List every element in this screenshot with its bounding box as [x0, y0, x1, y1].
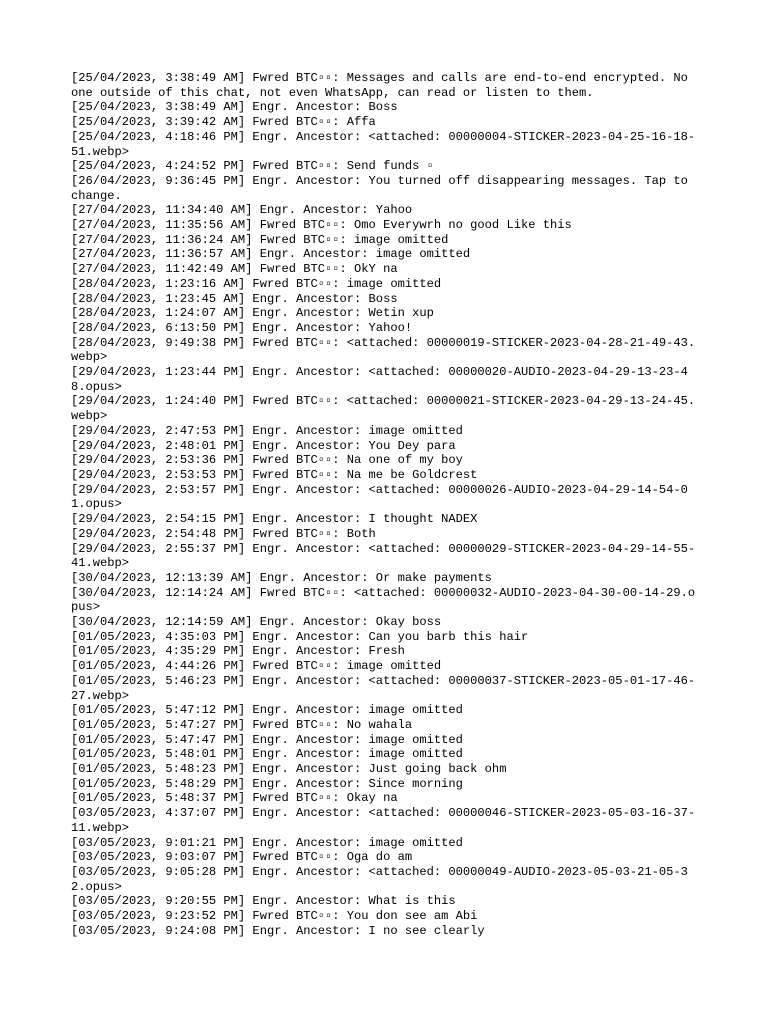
chat-message-line: [01/05/2023, 5:48:29 PM] Engr. Ancestor: Since morning: [71, 776, 463, 791]
chat-message-line: [01/05/2023, 5:48:01 PM] Engr. Ancestor: image omitted: [71, 747, 463, 762]
chat-message-line: [25/04/2023, 4:18:46 PM] Engr. Ancestor: <attached: 00000004-STICKER-2023-04-25-16-18-51.webp>: [71, 129, 696, 159]
chat-message-line: [28/04/2023, 1:23:16 AM] Fwred BTC▫▫: image omitted: [71, 276, 442, 291]
chat-message-line: [29/04/2023, 2:53:53 PM] Fwred BTC▫▫: Na me be Goldcrest: [71, 467, 478, 482]
chat-message-line: [01/05/2023, 5:47:27 PM] Fwred BTC▫▫: No wahala: [71, 717, 413, 732]
chat-message-line: [28/04/2023, 6:13:50 PM] Engr. Ancestor: Yahoo!: [71, 320, 413, 335]
chat-message-line: [25/04/2023, 4:24:52 PM] Fwred BTC▫▫: Send funds ▫: [71, 159, 434, 174]
chat-message-line: [03/05/2023, 9:03:07 PM] Fwred BTC▫▫: Oga do am: [71, 850, 413, 865]
chat-message-line: [29/04/2023, 2:53:57 PM] Engr. Ancestor: <attached: 00000026-AUDIO-2023-04-29-14-54-01.opus>: [71, 482, 688, 512]
chat-message-line: [29/04/2023, 2:54:15 PM] Engr. Ancestor: I thought NADEX: [71, 512, 478, 527]
chat-message-line: [27/04/2023, 11:36:24 AM] Fwred BTC▫▫: image omitted: [71, 232, 449, 247]
chat-message-line: [01/05/2023, 5:48:37 PM] Fwred BTC▫▫: Okay na: [71, 791, 398, 806]
chat-message-line: [01/05/2023, 4:44:26 PM] Fwred BTC▫▫: image omitted: [71, 659, 442, 674]
chat-message-line: [27/04/2023, 11:36:57 AM] Engr. Ancestor: image omitted: [71, 247, 471, 262]
chat-message-line: [29/04/2023, 2:53:36 PM] Fwred BTC▫▫: Na one of my boy: [71, 453, 463, 468]
chat-message-line: [29/04/2023, 1:24:40 PM] Fwred BTC▫▫: <attached: 00000021-STICKER-2023-04-29-13-24-45.webp>: [71, 394, 696, 424]
chat-message-line: [25/04/2023, 3:39:42 AM] Fwred BTC▫▫: Affa: [71, 115, 376, 130]
chat-message-line: [01/05/2023, 4:35:29 PM] Engr. Ancestor: Fresh: [71, 644, 405, 659]
chat-message-line: [03/05/2023, 4:37:07 PM] Engr. Ancestor: <attached: 00000046-STICKER-2023-05-03-16-37-11.webp>: [71, 806, 696, 835]
chat-message-line: [30/04/2023, 12:14:59 AM] Engr. Ancestor: Okay boss: [71, 615, 442, 630]
chat-message-line: [26/04/2023, 9:36:45 PM] Engr. Ancestor: You turned off disappearing messages. Tap to change.: [71, 173, 696, 203]
chat-message-line: [27/04/2023, 11:35:56 AM] Fwred BTC▫▫: Omo Everywrh no good Like this: [71, 218, 572, 233]
chat-message-line: [01/05/2023, 5:47:12 PM] Engr. Ancestor: image omitted: [71, 703, 463, 718]
chat-message-line: [01/05/2023, 5:47:47 PM] Engr. Ancestor: image omitted: [71, 732, 463, 747]
chat-message-line: [29/04/2023, 1:23:44 PM] Engr. Ancestor: <attached: 00000020-AUDIO-2023-04-29-13-23-48.opus>: [71, 365, 688, 394]
chat-transcript: [71, 71, 697, 938]
chat-message-line: [29/04/2023, 2:48:01 PM] Engr. Ancestor: You Dey para: [71, 438, 456, 453]
chat-message-line: [29/04/2023, 2:47:53 PM] Engr. Ancestor: image omitted: [71, 423, 463, 438]
chat-message-line: [30/04/2023, 12:14:24 AM] Fwred BTC▫▫: <attached: 00000032-AUDIO-2023-04-30-00-14-29.opus>: [71, 585, 696, 615]
chat-message-line: [01/05/2023, 5:46:23 PM] Engr. Ancestor: <attached: 00000037-STICKER-2023-05-01-17-46-27.webp>: [71, 673, 696, 703]
chat-message-line: [25/04/2023, 3:38:49 AM] Engr. Ancestor: Boss: [71, 100, 398, 115]
chat-message-line: [29/04/2023, 2:54:48 PM] Fwred BTC▫▫: Both: [71, 526, 376, 541]
chat-message-line: [03/05/2023, 9:01:21 PM] Engr. Ancestor: image omitted: [71, 835, 463, 850]
chat-message-line: [01/05/2023, 5:48:23 PM] Engr. Ancestor: Just going back ohm: [71, 762, 507, 777]
chat-message-line: [29/04/2023, 2:55:37 PM] Engr. Ancestor: <attached: 00000029-STICKER-2023-04-29-14-55-41.webp>: [71, 541, 696, 571]
chat-message-line: [25/04/2023, 3:38:49 AM] Fwred BTC▫▫: Messages and calls are end-to-end encrypted. No one outside of this chat, not even WhatsApp, can read or listen to them.: [71, 71, 696, 100]
chat-message-line: [30/04/2023, 12:13:39 AM] Engr. Ancestor: Or make payments: [71, 570, 492, 585]
chat-message-line: [27/04/2023, 11:42:49 AM] Fwred BTC▫▫: OkY na: [71, 262, 398, 277]
chat-message-line: [03/05/2023, 9:24:08 PM] Engr. Ancestor: I no see clearly: [71, 923, 485, 938]
chat-message-line: [03/05/2023, 9:20:55 PM] Engr. Ancestor: What is this: [71, 894, 456, 909]
chat-message-line: [28/04/2023, 1:24:07 AM] Engr. Ancestor: Wetin xup: [71, 306, 434, 321]
chat-message-line: [28/04/2023, 1:23:45 AM] Engr. Ancestor: Boss: [71, 291, 398, 306]
chat-message-line: [03/05/2023, 9:23:52 PM] Fwred BTC▫▫: You don see am Abi: [71, 909, 478, 924]
chat-message-line: [03/05/2023, 9:05:28 PM] Engr. Ancestor: <attached: 00000049-AUDIO-2023-05-03-21-05-32.opus>: [71, 864, 688, 894]
chat-message-line: [27/04/2023, 11:34:40 AM] Engr. Ancestor: Yahoo: [71, 203, 413, 218]
chat-message-line: [28/04/2023, 9:49:38 PM] Fwred BTC▫▫: <attached: 00000019-STICKER-2023-04-28-21-49-43.webp>: [71, 335, 696, 365]
chat-message-line: [01/05/2023, 4:35:03 PM] Engr. Ancestor: Can you barb this hair: [71, 629, 529, 644]
